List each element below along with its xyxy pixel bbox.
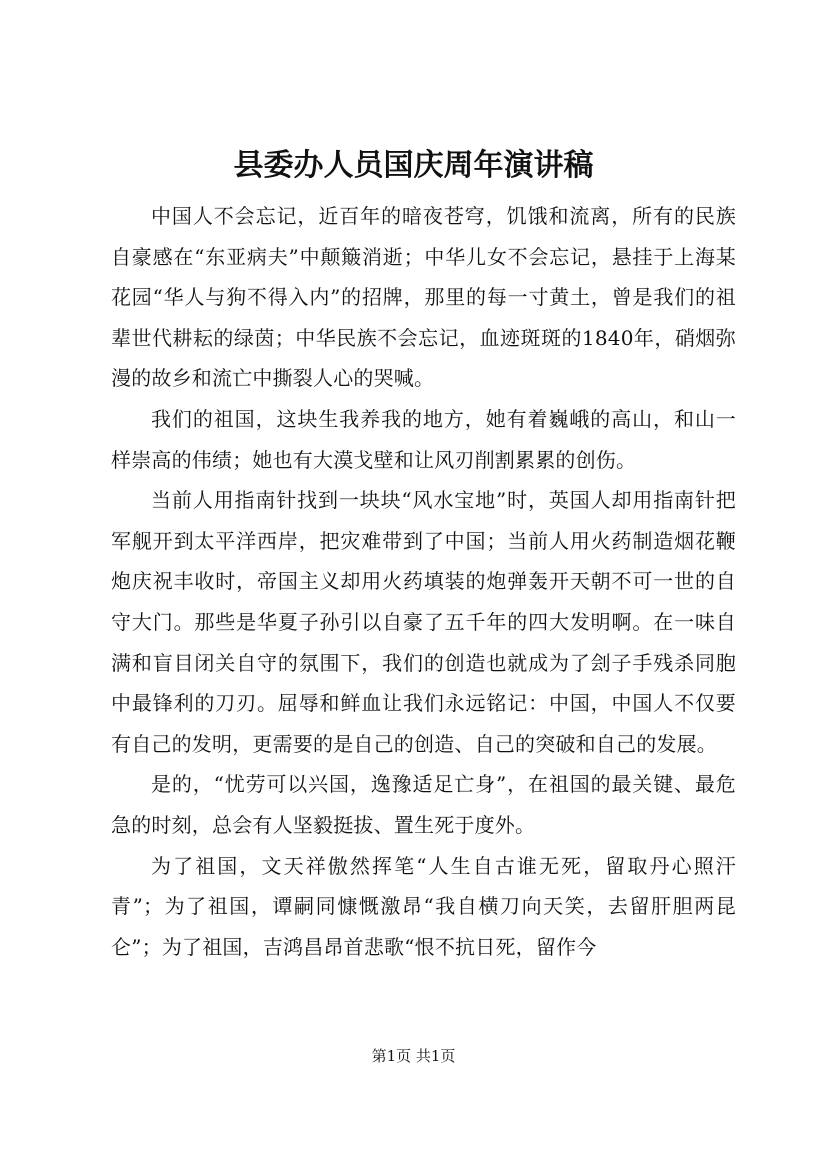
paragraph-5: 为了祖国，文天祥傲然挥笔“人生自古谁无死，留取丹心照汗青”；为了祖国，谭嗣同慷慨激昂“我自横刀向天笑，去留肝胆两昆仑”；为了祖国，吉鸿昌昂首悲歌“恨不抗日死，留作今 [111, 853, 736, 959]
page-number-footer: 第1页 共1页 [371, 1047, 456, 1065]
document-title: 县委办人员国庆周年演讲稿 [233, 148, 594, 183]
paragraph-4: 是的，“忧劳可以兴国，逸豫适足亡身”，在祖国的最关键、最危急的时刻，总会有人坚毅挺拔、置生死于度外。 [111, 772, 736, 837]
paragraph-2: 我们的祖国，这块生我养我的地方，她有着巍峨的高山，和山一样崇高的伟绩；她也有大漠戈壁和让风刃削割累累的创伤。 [111, 406, 736, 472]
document-body [111, 196, 736, 967]
paragraph-3: 当前人用指南针找到一块块“风水宝地”时，英国人却用指南针把军舰开到太平洋西岸，把灾难带到了中国；当前人用火药制造烟花鞭炮庆祝丰收时，帝国主义却用火药填装的炮弹轰开天朝不可一世的自守大门。那些是华夏子孙引以自豪了五千年的四大发明啊。在一味自满和盲目闭关自守的氛围下，我们的创造也就成为了刽子手残杀同胞中最锋利的刀刃。屈辱和鲜血让我们永远铭记：中国，中国人不仅要有自己的发明，更需要的是自己的创造、自己的突破和自己的发展。 [111, 488, 736, 756]
paragraph-1: 中国人不会忘记，近百年的暗夜苍穹，饥饿和流离，所有的民族自豪感在“东亚病夫”中颠簸消逝；中华儿女不会忘记，悬挂于上海某花园“华人与狗不得入内”的招牌，那里的每一寸黄土，曾是我们的祖辈世代耕耘的绿茵；中华民族不会忘记，血迹斑斑的1840年，硝烟弥漫的故乡和流亡中撕裂人心的哭喊。 [111, 204, 736, 391]
